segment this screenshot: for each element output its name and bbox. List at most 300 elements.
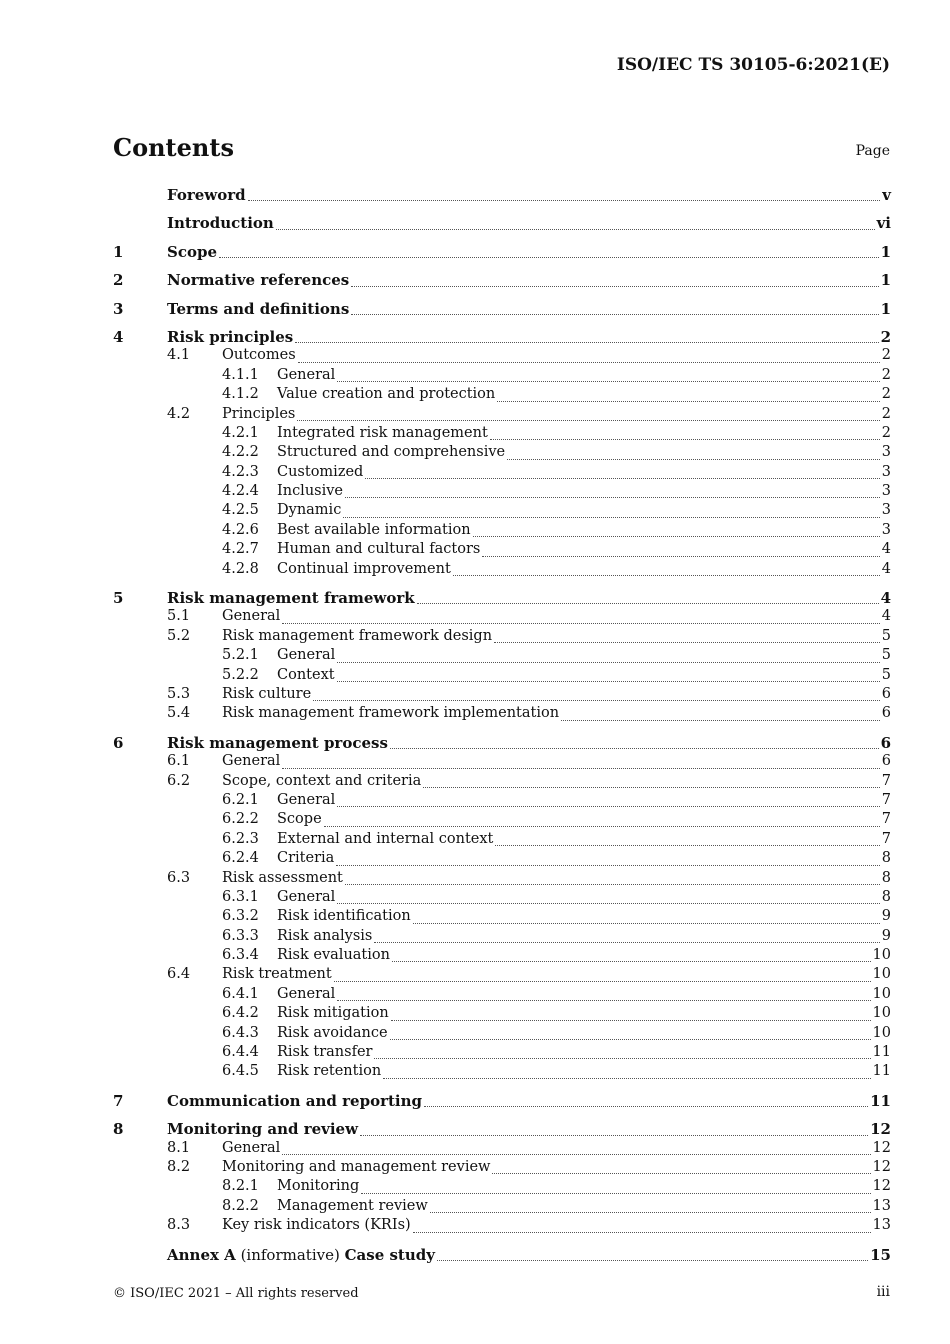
- dot-leader: [374, 1058, 870, 1059]
- toc-entry-number: 6.2.4: [222, 850, 259, 867]
- toc-entry-page: 3: [881, 444, 891, 461]
- dot-leader: [497, 401, 880, 402]
- toc-entry[interactable]: [113, 300, 891, 319]
- toc-entry-number: 1: [113, 242, 124, 261]
- toc-entry-title: [277, 908, 411, 924]
- toc-entry-page: 4: [880, 589, 891, 608]
- toc-entry-title-text: Principles: [222, 405, 296, 422]
- toc-entry-title-text: General: [222, 1139, 281, 1156]
- toc-entry[interactable]: [113, 271, 891, 290]
- toc-entry-title-text: Risk transfer: [277, 1044, 373, 1061]
- toc-entry[interactable]: [113, 734, 891, 753]
- toc-entry-number: 4.2.1: [222, 424, 259, 441]
- table-of-contents: [113, 186, 891, 1265]
- toc-entry-page: 10: [872, 966, 891, 983]
- toc-entry-title-text: Monitoring and review: [167, 1120, 359, 1139]
- toc-entry-page: 9: [881, 908, 891, 925]
- toc-entry-title: [222, 1159, 490, 1175]
- dot-leader: [282, 768, 879, 769]
- dot-leader: [337, 381, 879, 382]
- toc-entry-page: 8: [881, 869, 891, 886]
- toc-entry-page: 3: [881, 483, 891, 500]
- toc-entry-title: [277, 947, 390, 963]
- dot-leader: [345, 884, 880, 885]
- toc-entry[interactable]: [113, 811, 891, 830]
- toc-entry-page: 3: [881, 463, 891, 480]
- toc-entry-title: [277, 444, 505, 460]
- toc-entry-title-text: Risk treatment: [222, 966, 332, 983]
- toc-entry-page: 12: [872, 1178, 891, 1195]
- toc-entry-number: 4.2.6: [222, 521, 259, 538]
- toc-entry[interactable]: [113, 753, 891, 772]
- dot-leader: [495, 845, 879, 846]
- toc-entry-number: 5.1: [167, 608, 191, 625]
- dot-leader: [248, 200, 881, 201]
- toc-entry-title-text: Risk assessment: [222, 869, 343, 886]
- toc-entry-number: 8.1: [167, 1139, 191, 1156]
- dot-leader: [507, 459, 880, 460]
- toc-entry-number: 4.2.4: [222, 483, 259, 500]
- toc-entry-title: [277, 986, 335, 1002]
- toc-entry-number: 6.3.4: [222, 947, 259, 964]
- toc-entry-number: 5.4: [167, 705, 191, 722]
- dot-leader: [282, 1154, 870, 1155]
- toc-entry-page: 11: [872, 1044, 891, 1061]
- toc-entry-number: 4.2.5: [222, 502, 259, 519]
- toc-entry-title: [277, 1044, 372, 1060]
- toc-entry-title: [277, 502, 341, 518]
- toc-entry-title: [277, 792, 335, 808]
- toc-entry[interactable]: [113, 444, 891, 463]
- dot-leader: [337, 1000, 870, 1001]
- dot-leader: [413, 923, 880, 924]
- toc-entry-title: [277, 647, 335, 663]
- toc-entry-title-text: General: [277, 647, 336, 664]
- dot-leader: [482, 556, 879, 557]
- toc-entry-number: 6.3.3: [222, 927, 259, 944]
- toc-entry-title-text: Normative references: [167, 271, 350, 290]
- toc-entry-title: [222, 1217, 411, 1233]
- toc-entry[interactable]: [113, 667, 891, 686]
- toc-entry-number: 6.3.2: [222, 908, 259, 925]
- page-column-label: Page: [855, 143, 890, 159]
- toc-entry[interactable]: [113, 1159, 891, 1178]
- toc-entry[interactable]: [113, 1005, 891, 1024]
- toc-entry-number: 6.4.3: [222, 1024, 259, 1041]
- toc-entry-title-text: Scope: [167, 242, 218, 261]
- toc-entry-page: 6: [881, 705, 891, 722]
- toc-entry-title-text: Outcomes: [222, 347, 296, 364]
- dot-leader: [360, 1135, 868, 1136]
- toc-entry-title: [222, 608, 280, 624]
- toc-entry[interactable]: [113, 425, 891, 444]
- toc-entry[interactable]: [113, 589, 891, 608]
- toc-entry-number: 8.2.1: [222, 1178, 259, 1195]
- toc-entry[interactable]: [113, 1217, 891, 1236]
- toc-entry[interactable]: [113, 1092, 891, 1111]
- toc-entry-number: 3: [113, 299, 124, 318]
- toc-entry[interactable]: [113, 522, 891, 541]
- toc-entry-title: [277, 811, 322, 827]
- toc-entry-title-text: Criteria: [277, 850, 335, 867]
- toc-entry-title: [167, 1092, 422, 1110]
- dot-leader: [391, 1020, 871, 1021]
- toc-entry-page: 11: [870, 1091, 891, 1110]
- dot-leader: [276, 229, 875, 230]
- toc-entry-page: 4: [881, 541, 891, 558]
- dot-leader: [313, 700, 880, 701]
- toc-entry-title: [167, 243, 217, 261]
- toc-entry-title: [277, 483, 343, 499]
- toc-entry-number: 8: [113, 1120, 124, 1139]
- toc-entry-number: 4.1.2: [222, 386, 259, 403]
- toc-entry-number: 5.3: [167, 685, 191, 702]
- dot-leader: [430, 1212, 871, 1213]
- toc-entry-title: [167, 271, 349, 289]
- toc-entry-title-text: Scope: [277, 811, 322, 828]
- toc-entry-page: 3: [881, 502, 891, 519]
- toc-entry-title: [222, 870, 343, 886]
- toc-entry-page: v: [882, 186, 891, 204]
- toc-entry[interactable]: [113, 870, 891, 889]
- toc-entry-title: [222, 966, 332, 982]
- toc-entry-number: 8.2: [167, 1158, 191, 1175]
- dot-leader: [365, 478, 879, 479]
- toc-entry[interactable]: [113, 1063, 891, 1082]
- toc-entry-page: 7: [881, 791, 891, 808]
- toc-entry[interactable]: [113, 328, 891, 347]
- toc-entry-page: 10: [872, 1024, 891, 1041]
- toc-entry[interactable]: [113, 986, 891, 1005]
- toc-entry-title-text: Terms and definitions: [167, 299, 350, 318]
- toc-entry-page: 1: [880, 271, 891, 290]
- toc-entry-title: [277, 667, 335, 683]
- dot-leader: [453, 575, 880, 576]
- toc-entry-title-text: General: [277, 366, 336, 383]
- dot-leader: [437, 1260, 868, 1261]
- toc-entry[interactable]: [113, 1140, 891, 1159]
- toc-entry[interactable]: [113, 686, 891, 705]
- toc-entry-title: [222, 705, 559, 721]
- toc-entry-number: 6.2.3: [222, 830, 259, 847]
- toc-entry-title: [167, 300, 349, 318]
- toc-entry[interactable]: [113, 406, 891, 425]
- dot-leader: [390, 1039, 871, 1040]
- toc-entry-page: 10: [872, 947, 891, 964]
- toc-entry-title: [277, 425, 488, 441]
- page-title: Contents: [113, 133, 234, 162]
- toc-entry-number: 6: [113, 733, 124, 752]
- dot-leader: [337, 662, 879, 663]
- toc-entry-title-text: Risk mitigation: [277, 1005, 389, 1022]
- toc-entry-page: 13: [872, 1217, 891, 1234]
- toc-entry-title-text: Best available information: [277, 521, 471, 538]
- toc-entry-title: [277, 831, 493, 847]
- toc-entry[interactable]: [113, 889, 891, 908]
- toc-entry-page: 2: [880, 327, 891, 346]
- toc-entry-page: 2: [881, 386, 891, 403]
- toc-entry-page: vi: [876, 214, 891, 233]
- toc-entry[interactable]: [113, 608, 891, 627]
- dot-leader: [390, 748, 879, 749]
- toc-entry-number: 5.2.2: [222, 666, 259, 683]
- toc-entry-page: 4: [881, 560, 891, 577]
- toc-entry[interactable]: [113, 1025, 891, 1044]
- toc-entry-number: 4.2.2: [222, 444, 259, 461]
- toc-entry-title: [222, 686, 311, 702]
- toc-entry-page: 1: [880, 242, 891, 261]
- toc-entry-page: 12: [872, 1158, 891, 1175]
- dot-leader: [494, 642, 880, 643]
- toc-entry-page: 5: [881, 666, 891, 683]
- copyright-notice: © ISO/IEC 2021 – All rights reserved: [113, 1286, 359, 1301]
- toc-entry-title: [222, 406, 295, 422]
- toc-entry-title: [222, 753, 280, 769]
- toc-entry[interactable]: [113, 1120, 891, 1139]
- dot-leader: [298, 362, 880, 363]
- toc-entry-title: [277, 850, 334, 866]
- toc-entry-number: 6.4: [167, 966, 191, 983]
- toc-entry-title: [277, 1198, 428, 1214]
- dot-leader: [334, 981, 871, 982]
- toc-entry-title-text: Risk retention: [277, 1063, 382, 1080]
- dot-leader: [351, 314, 878, 315]
- toc-entry-title-text: Human and cultural factors: [277, 541, 481, 558]
- toc-entry-page: 7: [881, 811, 891, 828]
- toc-entry-page: 5: [881, 647, 891, 664]
- dot-leader: [424, 1106, 868, 1107]
- toc-entry-title: [277, 541, 480, 557]
- toc-entry-number: 5: [113, 589, 124, 608]
- dot-leader: [337, 681, 880, 682]
- toc-entry-page: 12: [870, 1120, 891, 1139]
- dot-leader: [282, 623, 879, 624]
- toc-entry-number: 6.3: [167, 869, 191, 886]
- toc-entry-title-text: Communication and reporting: [167, 1091, 423, 1110]
- toc-entry[interactable]: [113, 214, 891, 233]
- toc-entry[interactable]: [113, 792, 891, 811]
- dot-leader: [337, 903, 879, 904]
- toc-entry-title: [167, 1246, 435, 1264]
- page-number: iii: [876, 1284, 890, 1300]
- dot-leader: [383, 1078, 870, 1079]
- toc-entry-title-text: Monitoring: [277, 1178, 360, 1195]
- toc-entry[interactable]: [113, 705, 891, 724]
- toc-entry-title-text: Context: [277, 666, 335, 683]
- toc-entry-page: 8: [881, 888, 891, 905]
- toc-entry-page: 13: [872, 1197, 891, 1214]
- toc-entry-title-text: Risk management framework design: [222, 627, 493, 644]
- toc-entry-number: 4.1.1: [222, 366, 259, 383]
- dot-leader: [351, 286, 878, 287]
- dot-leader: [361, 1193, 870, 1194]
- toc-entry-title-text: Risk avoidance: [277, 1024, 388, 1041]
- toc-entry-number: 2: [113, 271, 124, 290]
- toc-entry-title-text: General: [222, 608, 281, 625]
- toc-entry[interactable]: [113, 541, 891, 560]
- toc-entry-title-text: Dynamic: [277, 502, 342, 519]
- toc-entry-title: [277, 889, 335, 905]
- toc-entry-title: [222, 347, 296, 363]
- toc-entry-title-text: Annex A: [167, 1245, 236, 1264]
- toc-entry[interactable]: [113, 928, 891, 947]
- toc-entry-page: 2: [881, 347, 891, 364]
- toc-entry-title: [277, 928, 372, 944]
- toc-entry-title-text: Integrated risk management: [277, 424, 488, 441]
- toc-entry-number: 4.2.3: [222, 463, 259, 480]
- toc-entry-page: 5: [881, 627, 891, 644]
- toc-entry[interactable]: [113, 908, 891, 927]
- toc-entry-page: 2: [881, 405, 891, 422]
- toc-entry-title-text: Customized: [277, 463, 364, 480]
- toc-entry-number: 6.2: [167, 772, 191, 789]
- toc-entry-title: [222, 628, 492, 644]
- toc-entry-title-text: External and internal context: [277, 830, 494, 847]
- dot-leader: [343, 517, 879, 518]
- toc-entry-title: [167, 734, 388, 752]
- toc-entry-number: 6.4.5: [222, 1063, 259, 1080]
- toc-entry[interactable]: [113, 628, 891, 647]
- toc-entry[interactable]: [113, 1198, 891, 1217]
- toc-entry-page: 2: [881, 424, 891, 441]
- dot-leader: [324, 826, 880, 827]
- toc-entry[interactable]: [113, 647, 891, 666]
- toc-entry-title: [167, 186, 246, 204]
- dot-leader: [336, 865, 879, 866]
- toc-entry[interactable]: [113, 966, 891, 985]
- toc-entry-page: 12: [872, 1139, 891, 1156]
- toc-entry[interactable]: [113, 243, 891, 262]
- toc-entry-page: 6: [880, 733, 891, 752]
- toc-entry-page: 10: [872, 1005, 891, 1022]
- toc-entry-title-text: Risk management framework implementation: [222, 705, 560, 722]
- toc-entry-title-text: Value creation and protection: [277, 386, 496, 403]
- toc-entry-page: 6: [881, 753, 891, 770]
- toc-entry-title-text: Risk principles: [167, 327, 294, 346]
- dot-leader: [392, 961, 871, 962]
- toc-entry-title: [167, 589, 415, 607]
- toc-entry[interactable]: [113, 1246, 891, 1265]
- toc-entry-title-text: Introduction: [167, 214, 274, 233]
- toc-entry-title-text: General: [277, 791, 336, 808]
- toc-entry-title-text: General: [277, 985, 336, 1002]
- toc-entry-number: 7: [113, 1091, 124, 1110]
- toc-entry-page: 10: [872, 985, 891, 1002]
- toc-entry-title: [277, 522, 471, 538]
- toc-entry-number: 8.2.2: [222, 1197, 259, 1214]
- toc-entry-title: [277, 1063, 381, 1079]
- toc-entry[interactable]: [113, 347, 891, 366]
- toc-entry-page: 8: [881, 850, 891, 867]
- toc-entry-number: 5.2: [167, 627, 191, 644]
- toc-entry-title-text: Scope, context and criteria: [222, 772, 422, 789]
- toc-entry[interactable]: [113, 850, 891, 869]
- toc-entry-number: 6.2.2: [222, 811, 259, 828]
- toc-entry-number: 4.2.7: [222, 541, 259, 558]
- toc-entry-title-text: Continual improvement: [277, 560, 451, 577]
- toc-entry[interactable]: [113, 386, 891, 405]
- toc-entry-number: 6.3.1: [222, 888, 259, 905]
- toc-entry-number: 4.2: [167, 405, 191, 422]
- toc-entry[interactable]: [113, 1044, 891, 1063]
- toc-entry-title: [277, 464, 363, 480]
- dot-leader: [490, 439, 880, 440]
- dot-leader: [297, 420, 879, 421]
- toc-entry-title-text: Risk management framework: [167, 589, 415, 608]
- dot-leader: [295, 342, 878, 343]
- toc-entry[interactable]: [113, 367, 891, 386]
- toc-entry[interactable]: [113, 186, 891, 205]
- toc-entry[interactable]: [113, 831, 891, 850]
- toc-entry-title: [222, 773, 421, 789]
- toc-entry-title: [167, 1120, 358, 1138]
- toc-entry-title-text: Risk analysis: [277, 927, 373, 944]
- dot-leader: [374, 942, 879, 943]
- toc-entry-page: 7: [881, 830, 891, 847]
- toc-entry-title-text: Inclusive: [277, 483, 344, 500]
- toc-entry-title: [277, 367, 335, 383]
- toc-entry-page: 2: [881, 366, 891, 383]
- toc-entry-number: 6.2.1: [222, 791, 259, 808]
- toc-entry-number: 4.1: [167, 347, 191, 364]
- toc-entry[interactable]: [113, 1178, 891, 1197]
- toc-entry-page: 4: [881, 608, 891, 625]
- toc-entry-title-text: Key risk indicators (KRIs): [222, 1217, 411, 1234]
- toc-entry-page: 3: [881, 521, 891, 538]
- toc-entry-title: [222, 1140, 280, 1156]
- toc-entry[interactable]: [113, 483, 891, 502]
- toc-entry-title: [277, 386, 495, 402]
- toc-entry-title: [277, 1025, 388, 1041]
- toc-entry-number: 6.4.4: [222, 1044, 259, 1061]
- dot-leader: [492, 1173, 870, 1174]
- toc-entry-title: [277, 1178, 359, 1194]
- toc-entry-page: 15: [870, 1245, 891, 1264]
- toc-entry-title-qualifier: (informative): [235, 1245, 345, 1264]
- toc-entry[interactable]: [113, 561, 891, 580]
- dot-leader: [413, 1232, 871, 1233]
- toc-entry-title-text: Risk culture: [222, 685, 312, 702]
- toc-entry[interactable]: [113, 502, 891, 521]
- toc-entry-number: 6.4.2: [222, 1005, 259, 1022]
- toc-entry-title-text: Management review: [277, 1197, 428, 1214]
- toc-entry[interactable]: [113, 464, 891, 483]
- toc-entry-page: 7: [881, 772, 891, 789]
- toc-entry-title: [167, 328, 293, 346]
- toc-entry-title-text: General: [222, 753, 281, 770]
- toc-entry-title: [277, 1005, 389, 1021]
- dot-leader: [337, 806, 879, 807]
- dot-leader: [345, 497, 880, 498]
- toc-entry-title-text: Monitoring and management review: [222, 1158, 491, 1175]
- toc-entry[interactable]: [113, 773, 891, 792]
- toc-entry-title-text: Risk identification: [277, 908, 411, 925]
- toc-entry-title: [277, 561, 451, 577]
- toc-entry-title-text: Foreword: [167, 186, 246, 204]
- toc-entry-number: 4.2.8: [222, 560, 259, 577]
- toc-entry-page: 6: [881, 685, 891, 702]
- toc-entry-title-text: Risk evaluation: [277, 947, 390, 964]
- toc-entry-page: 1: [880, 299, 891, 318]
- toc-entry-title-text: Risk management process: [167, 733, 388, 752]
- dot-leader: [219, 257, 879, 258]
- toc-entry-title-text: General: [277, 888, 336, 905]
- dot-leader: [473, 536, 880, 537]
- toc-entry-title-tail: Case study: [344, 1245, 435, 1264]
- toc-entry[interactable]: [113, 947, 891, 966]
- document-identifier: ISO/IEC TS 30105-6:2021(E): [616, 55, 890, 75]
- dot-leader: [561, 720, 880, 721]
